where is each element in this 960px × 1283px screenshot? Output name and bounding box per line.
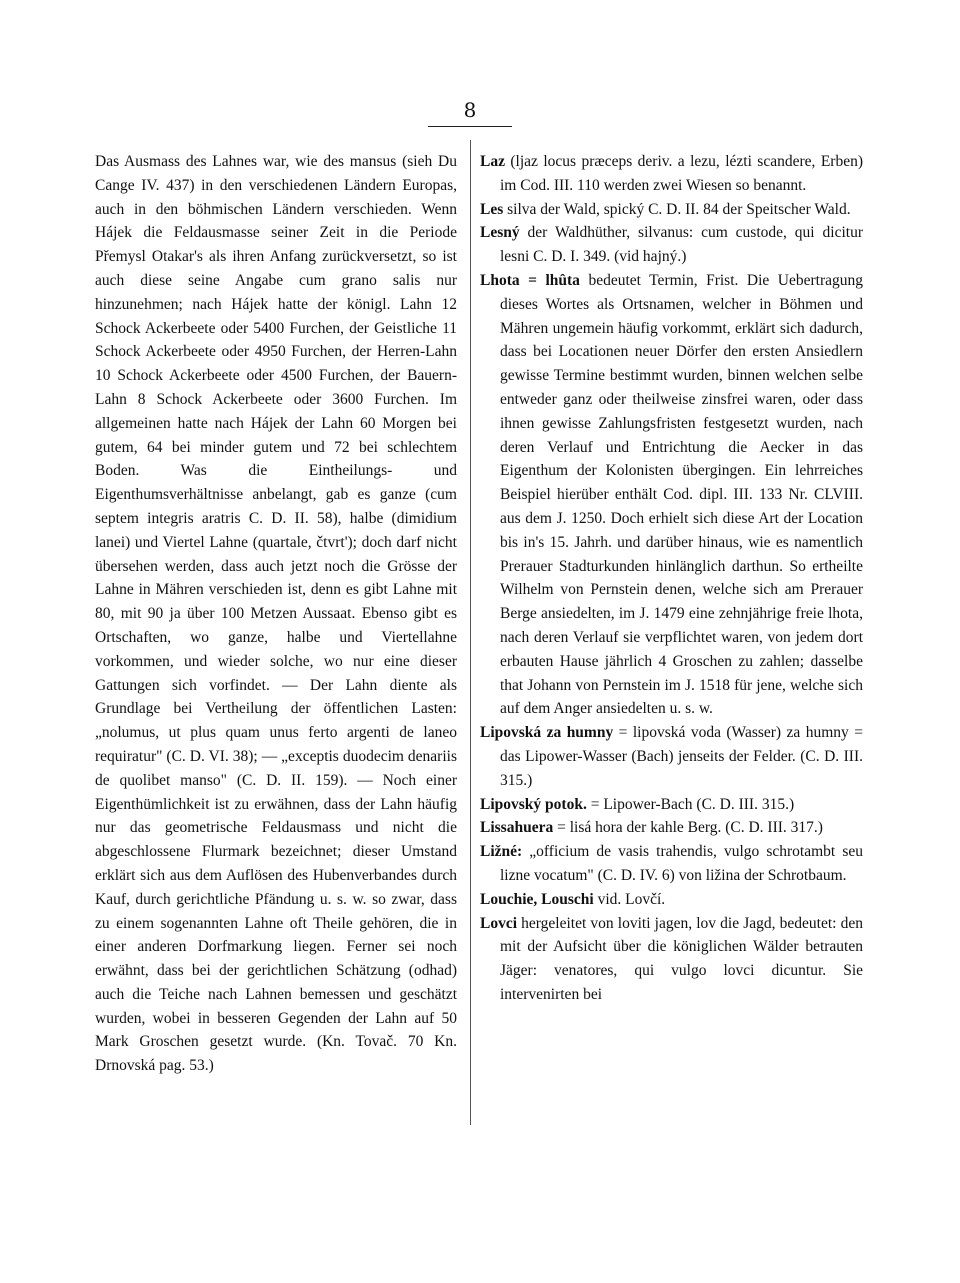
glossary-entry-louchie (480, 888, 863, 912)
entry-lemma: Lipovská za humny (480, 724, 614, 742)
entry-text: bedeutet Termin, Frist. Die Uebertragung dieses Wortes als Ortsnamen, welcher in Böhmen und Mähren ungemein häufig vorkommt, erklärt sich dadurch, dass bei Locationen neuer Dörfer den ersten Ansiedlern gewisse Termine bestimmt wurden, binnen welchen selbe entweder ganz oder theilweise zinsfrei waren, oder dass ihnen gewisse Zahlungsfristen festgesetzt wurden, nach deren Verlauf und Entrichtung die Aecker in das Eigenthum der Kolonisten übergingen. Ein lehrreiches Beispiel hierüber enthält Cod. dipl. III. 133 Nr. CLVIII. aus dem J. 1250. Doch erhielt sich diese Art der Location bis in's 15. Jahrh. und darüber hinaus, wie es namentlich Prerauer Stadturkunden hinlänglich darthun. So ertheilte Wilhelm von Pernstein denen, welche sich am Prerauer Berge ansiedelten, im J. 1479 eine zehnjährige freie lhota, nach deren Verlauf sie verpflichtet waren, von jedem dort erbauten Hause jährlich 4 Groschen zu zahlen; dasselbe that Johann von Pernstein im J. 1518 für jene, welche sich auf dem Anger ansiedelten u. s. w. (500, 271, 864, 718)
page-number-rule (428, 126, 512, 127)
entry-text: = Lipower-Bach (C. D. III. 315.) (586, 795, 795, 813)
entry-lemma: Lesný (480, 224, 520, 242)
entry-lemma: Lipovský potok. (480, 795, 587, 813)
entry-text: = lisá hora der kahle Berg. (C. D. III. 317.) (553, 819, 823, 837)
entry-lemma: Lissahuera (480, 819, 554, 837)
page-number: 8 (463, 98, 477, 122)
glossary-entry-lissahuera (480, 816, 863, 840)
entry-text: „officium de vasis trahendis, vulgo schrotambt seu lizne vocatum" (C. D. IV. 6) von ližina der Schrotbaum. (500, 843, 863, 884)
glossary-entry-lizne (480, 840, 863, 888)
glossary-entry-lipovska (480, 721, 863, 792)
left-column (95, 150, 457, 1078)
glossary-entry-lipovsky-potok (480, 793, 863, 817)
entry-text: hergeleitet von loviti jagen, lov die Jagd, bedeutet: den mit der Aufsicht über die königlichen Wälder betrauten Jäger: venatores, qui vulgo lovci dicuntur. Sie intervenirten bei (500, 914, 863, 1003)
glossary-entry-les (480, 198, 863, 222)
entry-lemma: Louchie, Louschi (480, 890, 594, 908)
entry-lemma: Ližné: (480, 843, 523, 861)
glossary-entry-lesny (480, 221, 863, 269)
entry-lemma: Laz (480, 153, 505, 170)
glossary-entry-laz (480, 150, 863, 198)
entry-text: silva der Wald, spický C. D. II. 84 der Speitscher Wald. (503, 200, 851, 218)
left-column-paragraph: Das Ausmass des Lahnes war, wie des mansus (sieh Du Cange IV. 437) in den verschiedenen Ländern Europas, auch in den böhmischen Ländern verschieden. Wenn Hájek die Feldausmasse seiner Zeit in die Periode Přemysl Otakar's als ihren Anfang zurückversetzt, so ist auch diese seine Angabe cum grano salis nur hinzunehmen; nach Hájek hatte der königl. Lahn 12 Schock Ackerbeete oder 5400 Furchen, der Geistliche 11 Schock Ackerbeete oder 4950 Furchen, der Herren-Lahn 10 Schock Ackerbeete oder 4500 Furchen, der Bauern-Lahn 8 Schock Ackerbeete oder 3600 Furchen. Im allgemeinen hatte nach Hájek der Lahn 60 Morgen bei gutem, 64 bei minder gutem und 72 bei schlechtem Boden. Was die Eintheilungs- und Eigenthumsverhältnisse anbelangt, gab es ganze (cum septem integris aratris C. D. II. 58), halbe (dimidium lanei) und Viertel Lahne (quartale, čtvrt'); doch darf nicht übersehen werden, dass auch jetzt noch die Grösse der Lahne in Mähren verschieden ist, denn es gibt Lahne mit 80, mit 90 ja über 100 Metzen Aussaat. Ebenso gibt es Ortschaften, wo ganze, halbe und Viertellahne vorkommen, und wieder solche, wo nur eine dieser Gattungen sich vorfindet. — Der Lahn diente als Grundlage bei Vertheilung der öffentlichen Lasten: „nolumus, ut plus quam unus ferto argenti de laneo requiratur" (C. D. VI. 38); — „exceptis duodecim denariis de quolibet manso" (C. D. II. 159). — Noch einer Eigenthümlichkeit ist zu erwähnen, dass der Lahn häufig nur das geometrische Feldausmass und nicht die abgeschlossene Flurmark bezeichnet; dieser Umstand erklärt sich aus dem Auflösen des Hubenverbandes durch Kauf, durch gerichtliche Pfändung u. s. w. so zwar, dass zu einem sogenannten Lahne oft Theile gehören, die in einer anderen Dorfmarkung liegen. Ferner sei noch erwähnt, dass bei der gerichtlichen Schätzung (odhad) auch die Teiche nach Lahnen bemessen und geschätzt wurden, wobei in besseren Gegenden der Lahn auf 50 Mark Groschen gesetzt wurde. (Kn. Tovač. 70 Kn. Drnovská pag. 53.) (95, 153, 457, 1075)
entry-text: der Waldhüther, silvanus: cum custode, qui dicitur lesni C. D. I. 349. (vid hajný.) (500, 224, 863, 266)
entry-lemma: Lhota = lhûta (480, 271, 580, 289)
glossary-entry-lhota (480, 269, 863, 721)
entry-lemma: Les (480, 200, 504, 218)
entry-text: = lipovská voda (Wasser) za humny = das Lipower-Wasser (Bach) jenseits der Felder. (C. D. III. 315.) (500, 724, 863, 789)
right-column (480, 150, 863, 1007)
entry-lemma: Lovci (480, 914, 518, 932)
glossary-entry-lovci (480, 912, 863, 1007)
entry-text: vid. Lovčí. (593, 890, 666, 908)
entry-text: (ljaz locus præceps deriv. a lezu, lézti scandere, Erben) im Cod. III. 110 werden zwei Wiesen so benannt. (500, 153, 863, 194)
column-divider (470, 140, 471, 1125)
